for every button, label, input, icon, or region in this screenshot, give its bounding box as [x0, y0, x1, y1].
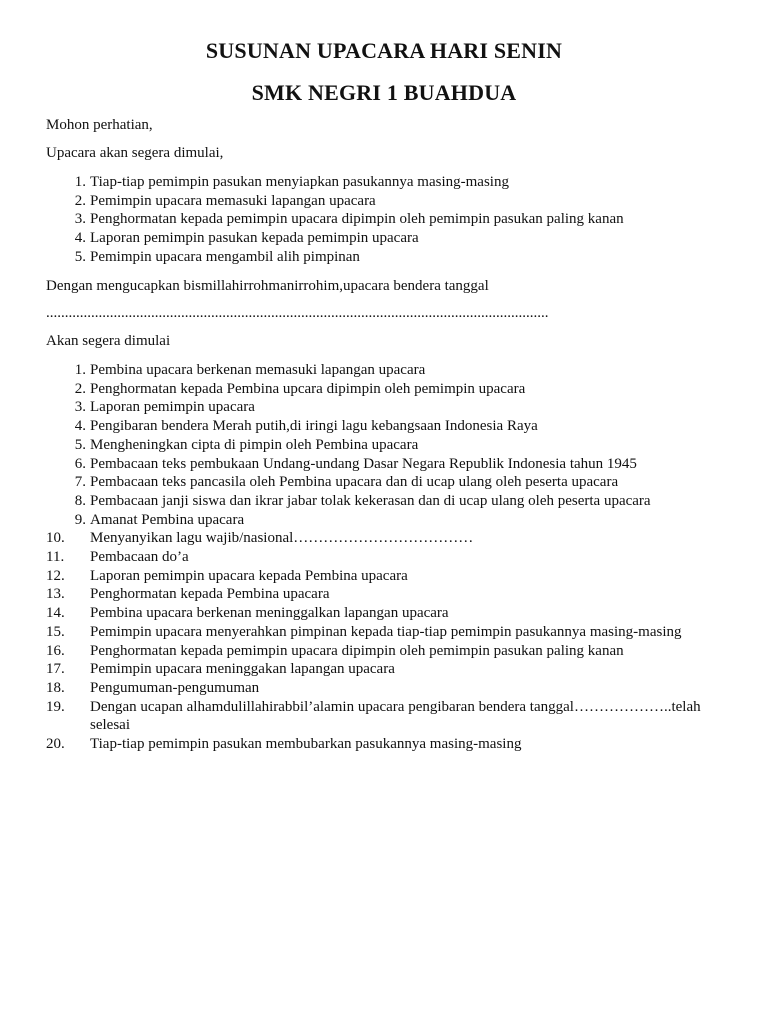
- list-item: [46, 623, 736, 642]
- list-item-number: 12.: [46, 567, 65, 584]
- list-item-number: 3.: [74, 211, 86, 228]
- list-item-number: 2.: [74, 380, 86, 397]
- list-item-text: Laporan pemimpin pasukan kepada pemimpin upacara: [90, 230, 419, 247]
- ceremony-steps: [46, 361, 736, 754]
- list-item: [46, 604, 736, 623]
- list-item-text: Amanat Pembina upacara: [90, 511, 245, 528]
- list-item: [46, 642, 736, 661]
- list-item-number: 4.: [74, 230, 86, 247]
- list-item-number: 5.: [74, 436, 86, 453]
- document-title: SUSUNAN UPACARA HARI SENIN: [205, 38, 563, 63]
- list-item: [46, 417, 736, 436]
- list-item-text: Pembacaan teks pancasila oleh Pembina upacara dan di ucap ulang oleh peserta upacara: [90, 474, 619, 491]
- school-name: SMK NEGRI 1 BUAHDUA: [251, 80, 517, 105]
- list-item-text: Pembina upacara berkenan meninggalkan lapangan upacara: [90, 605, 449, 622]
- list-item: [46, 660, 736, 679]
- list-item-text: Mengheningkan cipta di pimpin oleh Pembina upacara: [90, 436, 419, 453]
- list-item-number: 16.: [46, 642, 65, 659]
- list-item: [46, 398, 736, 417]
- list-item-text: Penghormatan kepada Pembina upacara: [90, 586, 330, 603]
- list-item-number: 13.: [46, 586, 65, 603]
- list-item-number: 20.: [46, 736, 65, 753]
- list-item: [46, 473, 736, 492]
- list-item: [46, 436, 736, 455]
- list-item-number: 3.: [74, 399, 86, 416]
- list-item: [46, 548, 736, 567]
- list-item-text: Pembacaan janji siswa dan ikrar jabar tolak kekerasan dan di ucap ulang oleh peserta upacara: [90, 492, 651, 509]
- list-item-text: Dengan ucapan alhamdulillahirabbil’alamin upacara pengibaran bendera tanggal………………..telah selesai: [90, 698, 701, 734]
- list-item-number: 14.: [46, 605, 65, 622]
- list-item-number: 7.: [74, 474, 86, 491]
- list-item-text: Pemimpin upacara meninggakan lapangan upacara: [90, 661, 395, 678]
- list-item-text: Laporan pemimpin upacara kepada Pembina upacara: [90, 567, 408, 584]
- list-item-text: Pengibaran bendera Merah putih,di iringi lagu kebangsaan Indonesia Raya: [90, 418, 538, 435]
- list-item-text: Penghormatan kepada pemimpin upacara dipimpin oleh pemimpin pasukan paling kanan: [90, 642, 624, 659]
- list-item-number: 1.: [74, 362, 86, 378]
- list-item: [46, 679, 736, 698]
- list-item-text: Menyanyikan lagu wajib/nasional………………………………: [90, 530, 474, 547]
- list-item: [46, 492, 736, 511]
- list-item: [46, 567, 736, 586]
- list-item: [46, 173, 736, 192]
- list-item-text: Pemimpin upacara menyerahkan pimpinan kepada tiap-tiap pemimpin pasukannya masing-masing: [90, 623, 682, 640]
- list-item-text: Pemimpin upacara memasuki lapangan upacara: [90, 192, 376, 209]
- list-item-text: Pembina upacara berkenan memasuki lapangan upacara: [90, 362, 426, 378]
- bismillah-line: Dengan mengucapkan bismillahirrohmanirrohim,upacara bendera tanggal: [46, 278, 489, 294]
- date-dotted-line: ......................................................................................................................................: [46, 305, 549, 321]
- list-item-number: 18.: [46, 679, 65, 696]
- list-item-number: 2.: [74, 192, 86, 209]
- start-announcement: Upacara akan segera dimulai,: [46, 145, 224, 161]
- list-item-number: 19.: [46, 698, 65, 715]
- list-item-number: 1.: [74, 174, 86, 190]
- list-item: [46, 455, 736, 474]
- list-item-number: 15.: [46, 623, 65, 640]
- list-item-text: Laporan pemimpin upacara: [90, 399, 255, 416]
- list-item: [46, 248, 736, 267]
- list-item-text: Pembacaan do’a: [90, 549, 189, 566]
- list-item-number: 5.: [74, 248, 86, 265]
- list-item-number: 11.: [46, 549, 65, 566]
- list-item-number: 6.: [74, 455, 86, 472]
- begin-announcement: Akan segera dimulai: [46, 333, 171, 349]
- list-item: [46, 192, 736, 211]
- list-item: [46, 698, 736, 735]
- list-item-number: 9.: [74, 511, 86, 528]
- list-item: [46, 229, 736, 248]
- list-item: [46, 210, 736, 229]
- list-item: [46, 735, 736, 754]
- list-item: [46, 511, 736, 530]
- list-item-number: 4.: [74, 418, 86, 435]
- list-item: [46, 361, 736, 380]
- list-item-text: Tiap-tiap pemimpin pasukan menyiapkan pasukannya masing-masing: [90, 174, 509, 190]
- attention-text: Mohon perhatian,: [46, 117, 153, 133]
- list-item-number: 10.: [46, 530, 65, 547]
- list-item-text: Penghormatan kepada Pembina upcara dipimpin oleh pemimpin upacara: [90, 380, 526, 397]
- list-item: [46, 380, 736, 399]
- list-item-text: Pembacaan teks pembukaan Undang-undang Dasar Negara Republik Indonesia tahun 1945: [90, 455, 637, 472]
- list-item-text: Pemimpin upacara mengambil alih pimpinan: [90, 248, 360, 265]
- list-item-text: Pengumuman-pengumuman: [90, 679, 260, 696]
- list-item-text: Penghormatan kepada pemimpin upacara dipimpin oleh pemimpin pasukan paling kanan: [90, 211, 624, 228]
- list-item: [46, 585, 736, 604]
- list-item: [46, 529, 736, 548]
- list-item-text: Tiap-tiap pemimpin pasukan membubarkan pasukannya masing-masing: [90, 736, 522, 753]
- list-item-number: 17.: [46, 661, 65, 678]
- list-item-number: 8.: [74, 492, 86, 509]
- pre-ceremony-steps: [46, 173, 736, 267]
